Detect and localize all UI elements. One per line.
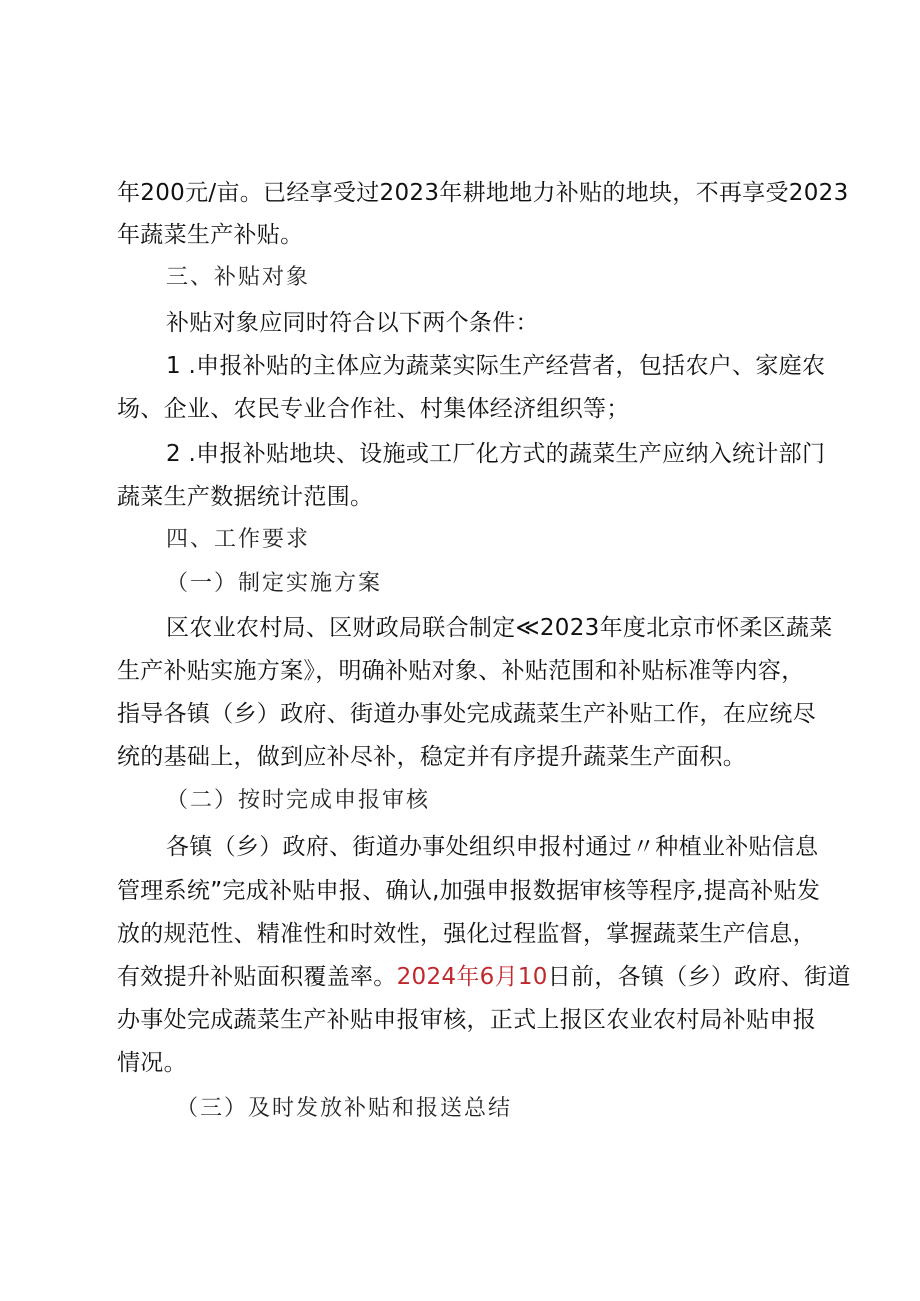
- deadline-date: 2024年6月10: [396, 964, 548, 990]
- line-text: 有效提升补贴面积覆盖率。: [117, 964, 397, 990]
- paragraph-line: 放的规范性、精准性和时效性，强化过程监督，掌握蔬菜生产信息，: [117, 921, 816, 947]
- paragraph-line: 指导各镇（乡）政府、街道办事处完成蔬菜生产补贴工作，在应统尽: [117, 701, 816, 727]
- line-text: 日前，各镇（乡）政府、街道: [547, 964, 851, 990]
- subsection-heading: （一）制定实施方案: [166, 571, 383, 596]
- paragraph-line: 年200元/亩。已经享受过2023年耕地地力补贴的地块，不再享受2023: [117, 180, 849, 206]
- paragraph-line: 管理系统”完成补贴申报、确认,加强申报数据审核等程序,提高补贴发: [117, 878, 821, 904]
- subsection-heading: （二）按时完成申报审核: [166, 788, 431, 813]
- list-item: 1 .申报补贴的主体应为蔬菜实际生产经营者，包括农户、家庭农: [166, 353, 826, 379]
- paragraph-line: 场、企业、农民专业合作社、村集体经济组织等；: [117, 396, 630, 422]
- paragraph-line: 补贴对象应同时符合以下两个条件：: [166, 310, 539, 336]
- paragraph-line: 办事处完成蔬菜生产补贴申报审核，正式上报区农业农村局补贴申报: [117, 1007, 816, 1033]
- paragraph-line: 各镇（乡）政府、街道办事处组织申报村通过〃种植业补贴信息: [166, 834, 819, 860]
- section-heading: 三、补贴对象: [166, 265, 311, 290]
- paragraph-line: [117, 961, 851, 993]
- paragraph-line: 生产补贴实施方案》，明确补贴对象、补贴范围和补贴标准等内容，: [117, 658, 805, 684]
- paragraph-line: 区农业农村局、区财政局联合制定≪2023年度北京市怀柔区蔬菜: [166, 615, 833, 641]
- paragraph-line: 蔬菜生产数据统计范围。: [117, 484, 374, 510]
- paragraph-line: 情况。: [117, 1050, 187, 1076]
- subsection-heading: （三）及时发放补贴和报送总结: [176, 1096, 513, 1121]
- paragraph-line: 年蔬菜生产补贴。: [117, 222, 304, 248]
- paragraph-line: 统的基础上，做到应补尽补，稳定并有序提升蔬菜生产面积。: [117, 744, 747, 770]
- section-heading: 四、工作要求: [166, 527, 311, 552]
- list-item: 2 .申报补贴地块、设施或工厂化方式的蔬菜生产应纳入统计部门: [166, 441, 826, 467]
